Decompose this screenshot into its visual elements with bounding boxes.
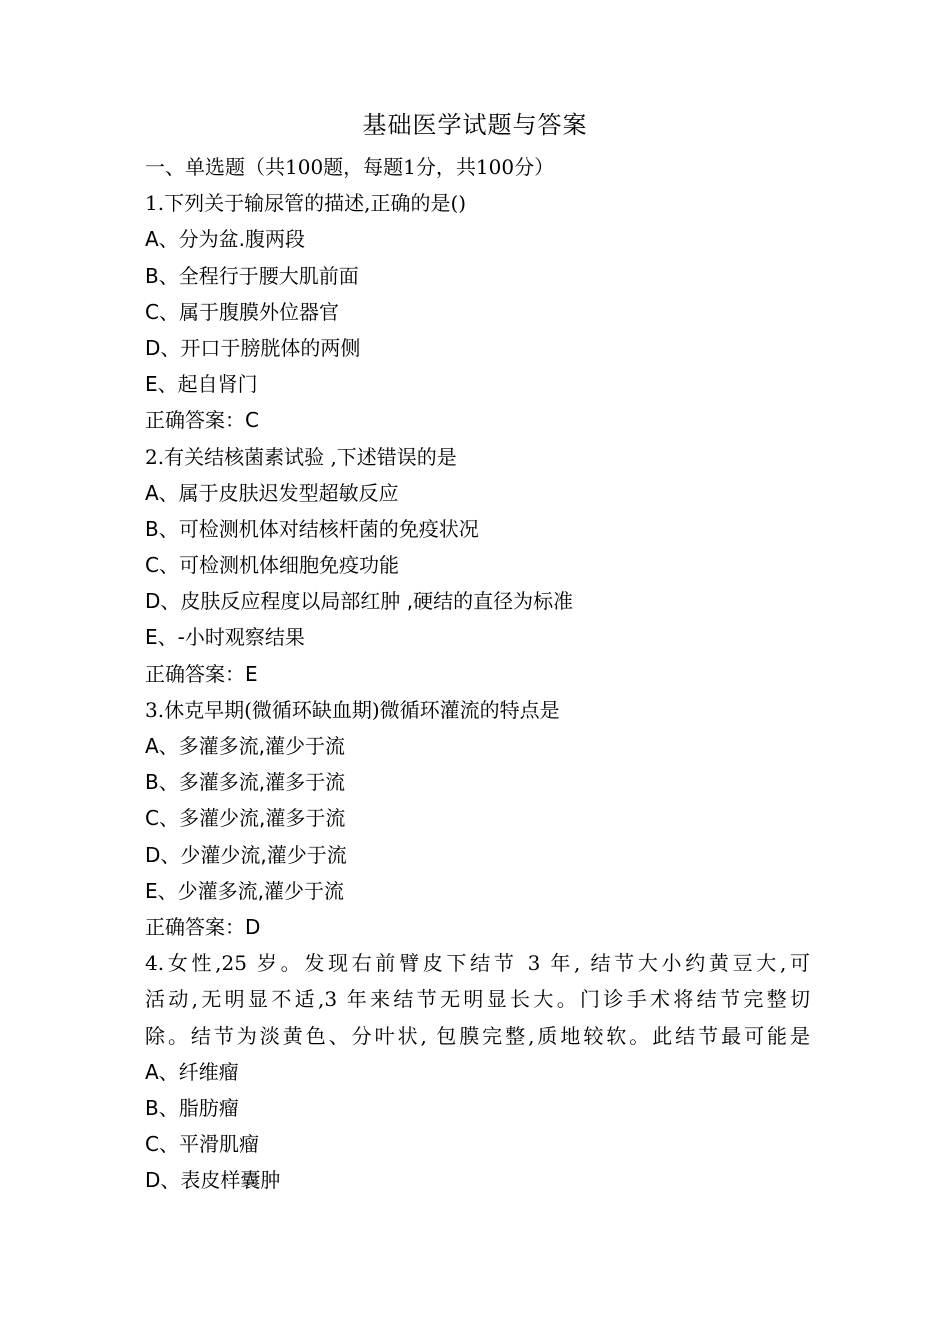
question-stem-line-2: 活动,无明显不适,3 年来结节无明显长大。门诊手术将结节完整切 — [145, 987, 810, 1012]
option-b: B、多灌多流,灌多于流 — [145, 770, 346, 795]
section-heading: 一、单选题（共100题，每题1分，共100分） — [145, 155, 555, 179]
option-d: D、开口于膀胱体的两侧 — [145, 335, 361, 360]
document-title: 基础医学试题与答案 — [362, 111, 588, 139]
document-body — [145, 149, 810, 1198]
option-a: A、纤维瘤 — [145, 1059, 239, 1084]
question-1 — [145, 185, 810, 438]
correct-answer: 正确答案：C — [145, 408, 259, 433]
option-e: E、-小时观察结果 — [145, 625, 305, 650]
option-e: E、起自肾门 — [145, 372, 258, 397]
question-stem: 2.有关结核菌素试验 ,下述错误的是 — [145, 444, 457, 469]
option-a: A、属于皮肤迟发型超敏反应 — [145, 480, 399, 505]
option-d: D、皮肤反应程度以局部红肿 ,硬结的直径为标准 — [145, 589, 574, 614]
option-c: C、属于腹膜外位器官 — [145, 299, 339, 324]
option-c: C、可检测机体细胞免疫功能 — [145, 553, 399, 578]
option-d: D、少灌少流,灌少于流 — [145, 842, 347, 867]
question-stem: 1.下列关于输尿管的描述,正确的是() — [145, 191, 467, 216]
question-stem-line-1: 4.女性,25 岁。发现右前臂皮下结节 3 年, 结节大小约黄豆大,可 — [145, 951, 810, 976]
option-b: B、全程行于腰大肌前面 — [145, 263, 359, 288]
option-a: A、多灌多流,灌少于流 — [145, 734, 346, 758]
correct-answer: 正确答案：D — [145, 914, 261, 939]
question-stem: 3.休克早期(微循环缺血期)微循环灌流的特点是 — [145, 697, 560, 722]
question-stem-line-3: 除。结节为淡黄色、分叶状, 包膜完整,质地较软。此结节最可能是 — [145, 1023, 810, 1048]
question-2 — [145, 439, 810, 692]
option-b: B、脂肪瘤 — [145, 1095, 239, 1120]
correct-answer: 正确答案：E — [145, 661, 258, 686]
question-4 — [145, 945, 810, 1198]
option-b: B、可检测机体对结核杆菌的免疫状况 — [145, 516, 479, 541]
option-a: A、分为盆.腹两段 — [145, 227, 306, 252]
option-d: D、表皮样囊肿 — [145, 1168, 281, 1193]
option-c: C、多灌少流,灌多于流 — [145, 806, 346, 831]
option-e: E、少灌多流,灌少于流 — [145, 878, 344, 903]
question-3 — [145, 692, 810, 945]
option-c: C、平滑肌瘤 — [145, 1132, 259, 1157]
